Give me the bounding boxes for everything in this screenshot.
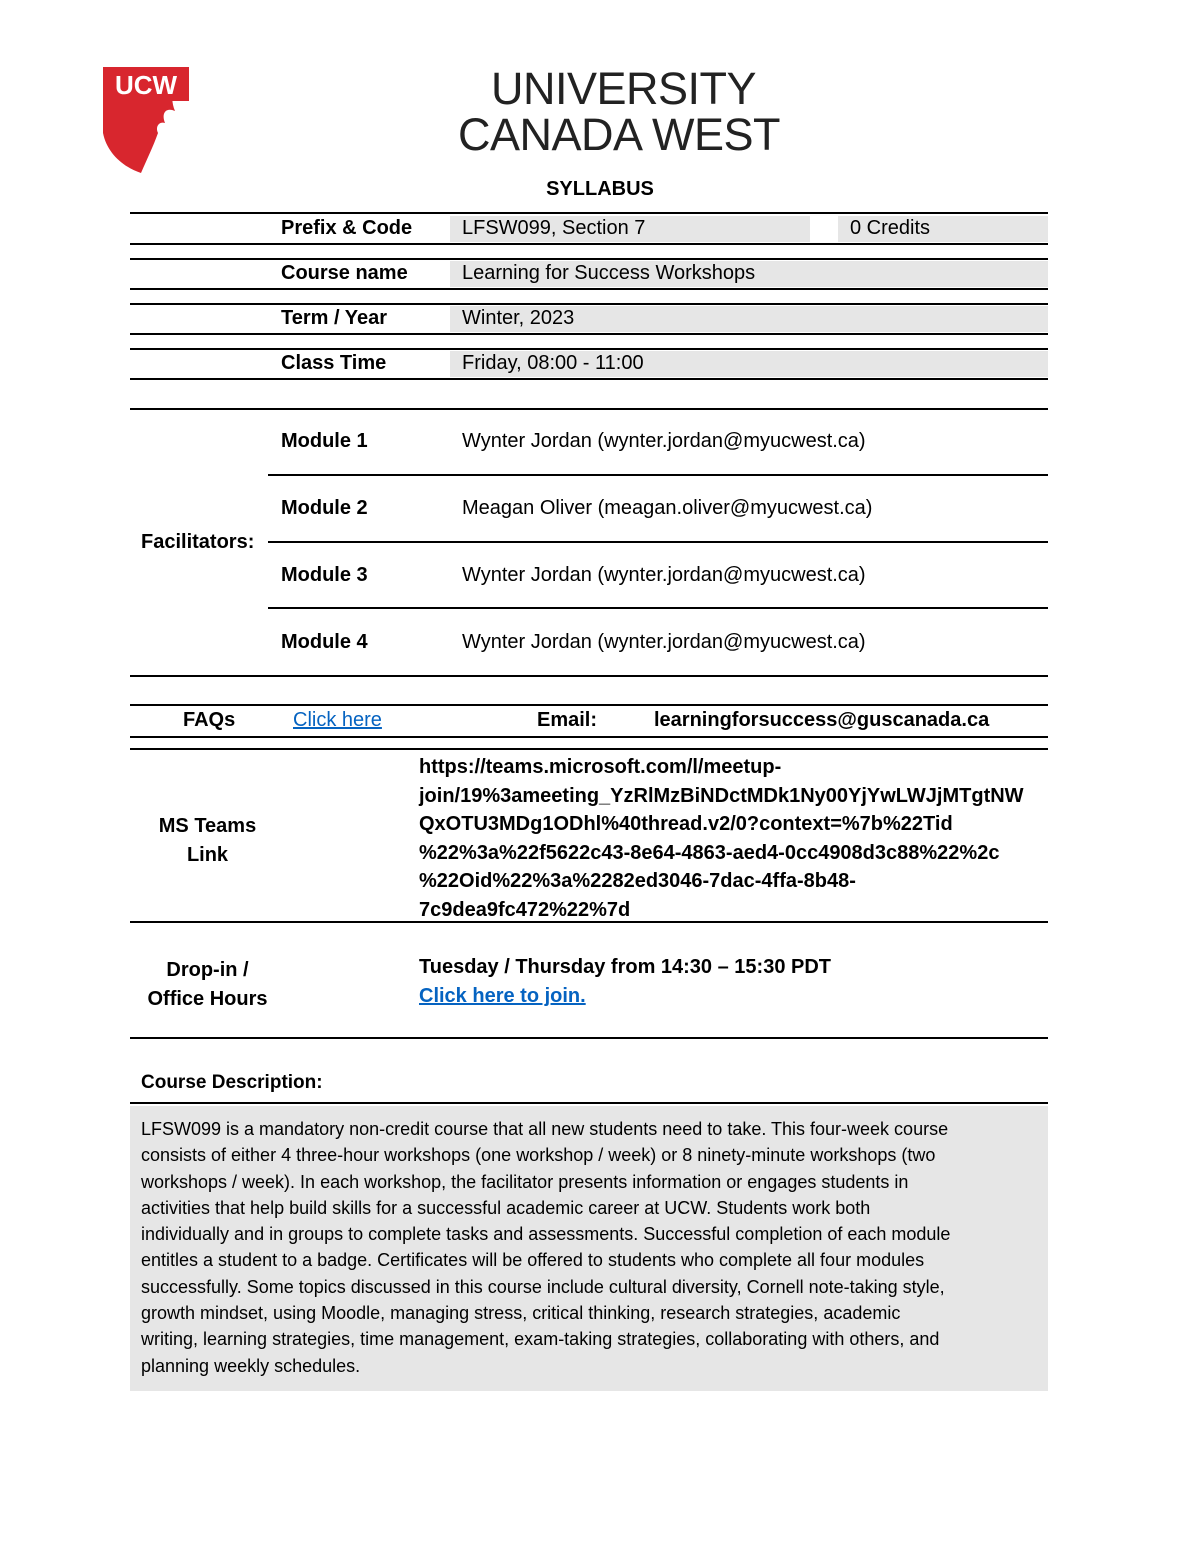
teams-link-line: 7c9dea9fc472%22%7d <box>419 898 631 921</box>
office-hours-label-line1: Drop-in / <box>166 959 249 981</box>
office-hours-join-link[interactable]: Click here to join. <box>419 985 586 1007</box>
divider <box>130 921 1048 923</box>
description-line: LFSW099 is a mandatory non-credit course that all new students need to take. This four-week course <box>141 1119 949 1139</box>
credits-value: 0 Credits <box>850 217 931 239</box>
module-label: Module 4 <box>281 631 368 653</box>
divider <box>130 288 1048 290</box>
class-time-label: Class Time <box>281 352 387 374</box>
description-line: entitles a student to a badge. Certificates will be offered to students who complete all four modules <box>141 1250 925 1271</box>
office-hours-label <box>130 956 285 1014</box>
faqs-link[interactable]: Click here <box>293 709 382 731</box>
prefix-value: LFSW099, Section 7 <box>462 217 646 239</box>
email-label: Email: <box>537 709 598 731</box>
page-title: SYLLABUS <box>546 178 654 200</box>
teams-link[interactable] <box>419 753 1039 925</box>
teams-link-line: %22%3a%22f5622c43-8e64-4863-aed4-0cc4908d3c88%22%2c <box>419 841 1000 864</box>
teams-label-line2: Link <box>186 844 229 866</box>
module-label: Module 3 <box>281 564 368 586</box>
divider <box>130 212 1048 214</box>
divider <box>268 541 1048 543</box>
university-line2: CANADA WEST <box>458 109 781 160</box>
divider <box>130 348 1048 350</box>
teams-link-line: %22Oid%22%3a%2282ed3046-7dac-4ffa-8b48- <box>419 870 856 893</box>
facilitator-name: Wynter Jordan (wynter.jordan@myucwest.ca) <box>462 564 866 586</box>
divider <box>130 748 1048 750</box>
course-name-value: Learning for Success Workshops <box>462 262 756 284</box>
facilitator-name: Meagan Oliver (meagan.oliver@myucwest.ca) <box>462 497 873 519</box>
divider <box>130 303 1048 305</box>
divider <box>130 243 1048 245</box>
university-line1: UNIVERSITY <box>491 63 757 114</box>
divider <box>268 607 1048 609</box>
description-line: individually and in groups to complete tasks and assessments. Successful completion of each module <box>141 1224 951 1245</box>
teams-label-line1: MS Teams <box>158 815 257 837</box>
divider <box>130 1037 1048 1039</box>
class-time-value: Friday, 08:00 - 11:00 <box>462 352 644 374</box>
term-label: Term / Year <box>281 307 387 329</box>
divider <box>130 704 1048 706</box>
divider <box>130 333 1048 335</box>
description-line: growth mindset, using Moodle, managing stress, critical thinking, research strategies, academic <box>141 1303 901 1324</box>
svg-text:UCW: UCW <box>114 70 178 100</box>
description-line: planning weekly schedules. <box>141 1355 361 1376</box>
description-text <box>141 1116 1036 1379</box>
divider <box>130 1102 1048 1104</box>
description-line: writing, learning strategies, time management, exam-taking strategies, collaborating with others, and <box>141 1329 940 1350</box>
facilitators-label: Facilitators: <box>141 531 255 553</box>
facilitator-name: Wynter Jordan (wynter.jordan@myucwest.ca) <box>462 430 866 452</box>
module-label: Module 2 <box>281 497 368 519</box>
divider <box>130 378 1048 380</box>
description-line: workshops / week). In each workshop, the facilitator presents information or engages students in <box>141 1171 909 1192</box>
office-hours-schedule: Tuesday / Thursday from 14:30 – 15:30 PDT <box>419 956 832 978</box>
divider <box>130 736 1048 738</box>
description-line: activities that help build skills for a successful academic career at UCW. Students work both <box>141 1197 871 1218</box>
teams-link-line: join/19%3ameeting_YzRlMzBiNDctMDk1Ny00YjYwLWJjMTgtNW <box>419 784 1024 807</box>
prefix-label: Prefix & Code <box>281 217 413 239</box>
divider <box>130 258 1048 260</box>
office-hours-label-line2: Office Hours <box>147 988 268 1010</box>
module-label: Module 1 <box>281 430 368 452</box>
facilitator-name: Wynter Jordan (wynter.jordan@myucwest.ca) <box>462 631 866 653</box>
ucw-logo <box>103 67 189 175</box>
divider <box>130 408 1048 410</box>
teams-link-line: QxOTU3MDg1ODhl%40thread.v2/0?context=%7b%22Tid <box>419 813 953 836</box>
divider <box>130 675 1048 677</box>
description-line: successfully. Some topics discussed in this course include cultural diversity, Cornell note-taking style, <box>141 1276 945 1297</box>
divider <box>268 474 1048 476</box>
teams-link-line: https://teams.microsoft.com/l/meetup- <box>419 756 782 778</box>
university-name <box>458 63 781 160</box>
email-value: learningforsuccess@guscanada.ca <box>654 709 990 731</box>
term-value: Winter, 2023 <box>462 307 575 329</box>
description-heading: Course Description: <box>141 1072 323 1093</box>
teams-label <box>130 812 285 870</box>
description-line: consists of either 4 three-hour workshops (one workshop / week) or 8 ninety-minute workshops (two <box>141 1145 936 1166</box>
faqs-label: FAQs <box>183 709 236 731</box>
course-name-label: Course name <box>281 262 408 284</box>
